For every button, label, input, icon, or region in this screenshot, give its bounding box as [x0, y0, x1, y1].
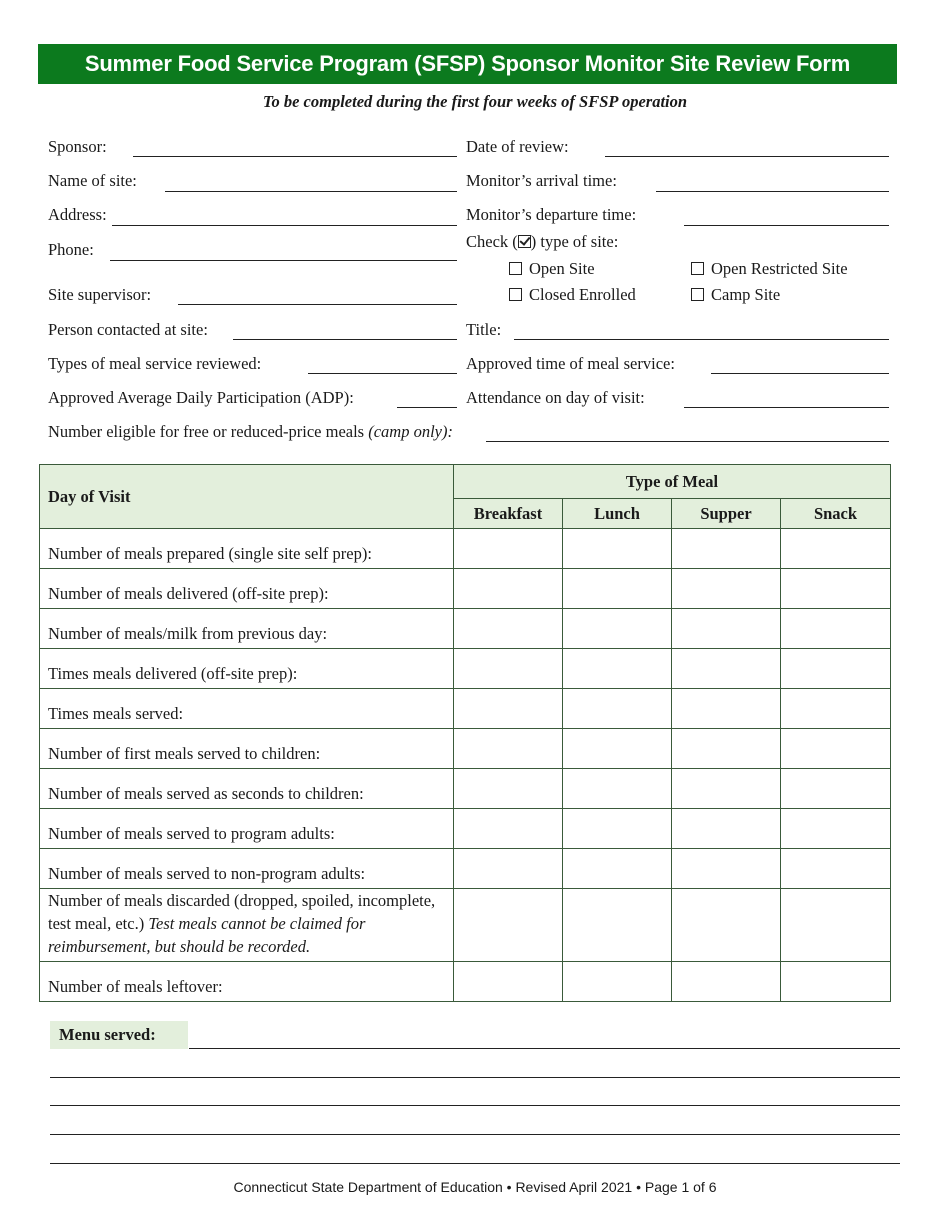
lunch-cell[interactable]: [563, 689, 672, 729]
departure-time-field[interactable]: [684, 225, 889, 226]
site-name-label: Name of site:: [48, 171, 137, 190]
snack-cell[interactable]: [781, 569, 891, 609]
lunch-cell[interactable]: [563, 962, 672, 1002]
supper-cell[interactable]: [672, 689, 781, 729]
phone-field[interactable]: [110, 260, 457, 261]
snack-cell[interactable]: [781, 689, 891, 729]
snack-cell[interactable]: [781, 649, 891, 689]
site-supervisor-label: Site supervisor:: [48, 285, 152, 304]
approved-adp-field[interactable]: [397, 407, 457, 408]
breakfast-cell[interactable]: [454, 529, 563, 569]
checkbox-checked-icon: [518, 235, 531, 248]
open-restricted-site-option[interactable]: Open Restricted Site: [691, 259, 848, 279]
row-label: Number of meals delivered (off-site prep):: [40, 569, 454, 609]
number-eligible-field[interactable]: [486, 441, 889, 442]
person-contacted-label: Person contacted at site:: [48, 320, 208, 339]
breakfast-cell[interactable]: [454, 609, 563, 649]
table-row: [40, 809, 891, 849]
breakfast-cell[interactable]: [454, 809, 563, 849]
checkbox-icon[interactable]: [509, 288, 522, 301]
snack-cell[interactable]: [781, 962, 891, 1002]
table-row: [40, 649, 891, 689]
form-subtitle: To be completed during the first four weeks of SFSP operation: [262, 92, 688, 111]
table-row: [40, 889, 891, 962]
sponsor-field[interactable]: [133, 156, 457, 157]
arrival-time-label: Monitor’s arrival time:: [466, 171, 617, 190]
row-label: Number of meals leftover:: [40, 962, 454, 1002]
supper-cell[interactable]: [672, 769, 781, 809]
table-row: [40, 529, 891, 569]
supper-cell[interactable]: [672, 569, 781, 609]
lunch-cell[interactable]: [563, 529, 672, 569]
approved-time-label: Approved time of meal service:: [466, 354, 675, 373]
breakfast-cell[interactable]: [454, 689, 563, 729]
breakfast-cell[interactable]: [454, 889, 563, 962]
menu-line-1[interactable]: [189, 1048, 900, 1049]
address-field[interactable]: [112, 225, 457, 226]
snack-cell[interactable]: [781, 849, 891, 889]
snack-cell[interactable]: [781, 769, 891, 809]
row-label: Number of meals served to program adults:: [40, 809, 454, 849]
sponsor-label: Sponsor:: [48, 137, 107, 156]
breakfast-cell[interactable]: [454, 649, 563, 689]
row-label: Number of meals served as seconds to children:: [40, 769, 454, 809]
supper-cell[interactable]: [672, 809, 781, 849]
checkbox-icon[interactable]: [509, 262, 522, 275]
form-title: Summer Food Service Program (SFSP) Sponsor Monitor Site Review Form: [38, 44, 897, 84]
attendance-field[interactable]: [684, 407, 889, 408]
supper-cell[interactable]: [672, 889, 781, 962]
row-label: Number of first meals served to children:: [40, 729, 454, 769]
checkbox-icon[interactable]: [691, 288, 704, 301]
table-row: [40, 769, 891, 809]
lunch-cell[interactable]: [563, 649, 672, 689]
supper-cell[interactable]: [672, 649, 781, 689]
approved-time-field[interactable]: [711, 373, 889, 374]
site-name-field[interactable]: [165, 191, 457, 192]
meal-count-table: [39, 464, 891, 1002]
breakfast-cell[interactable]: [454, 569, 563, 609]
table-row: [40, 569, 891, 609]
table-row: [40, 729, 891, 769]
row-label: Number of meals served to non-program adults:: [40, 849, 454, 889]
types-meal-reviewed-label: Types of meal service reviewed:: [48, 354, 262, 373]
table-row: [40, 962, 891, 1002]
lunch-cell[interactable]: [563, 889, 672, 962]
supper-cell[interactable]: [672, 962, 781, 1002]
phone-label: Phone:: [48, 240, 94, 259]
breakfast-cell[interactable]: [454, 769, 563, 809]
table-row: [40, 609, 891, 649]
row-label: Number of meals prepared (single site self prep):: [40, 529, 454, 569]
page-footer: Connecticut State Department of Education • Revised April 2021 • Page 1 of 6: [233, 1179, 717, 1195]
address-label: Address:: [48, 205, 107, 224]
breakfast-cell[interactable]: [454, 849, 563, 889]
breakfast-header: Breakfast: [454, 499, 563, 529]
row-label: Number of meals/milk from previous day:: [40, 609, 454, 649]
check-type-label: Check ( ) type of site:: [466, 232, 619, 251]
arrival-time-field[interactable]: [656, 191, 889, 192]
lunch-cell[interactable]: [563, 729, 672, 769]
breakfast-cell[interactable]: [454, 729, 563, 769]
date-of-review-label: Date of review:: [466, 137, 569, 156]
snack-cell[interactable]: [781, 529, 891, 569]
day-of-visit-header: Day of Visit: [40, 465, 454, 529]
supper-header: Supper: [672, 499, 781, 529]
title-field[interactable]: [514, 339, 889, 340]
camp-site-option[interactable]: Camp Site: [691, 285, 780, 305]
site-supervisor-field[interactable]: [178, 304, 457, 305]
open-site-option[interactable]: Open Site: [509, 259, 595, 279]
title-label: Title:: [466, 320, 502, 339]
breakfast-cell[interactable]: [454, 962, 563, 1002]
supper-cell[interactable]: [672, 849, 781, 889]
person-contacted-field[interactable]: [233, 339, 457, 340]
lunch-cell[interactable]: [563, 609, 672, 649]
row-label-discarded: Number of meals discarded (dropped, spoiled, incomplete, test meal, etc.) Test meals cannot be claimed for reimbursement, but should be recorded.: [40, 889, 454, 962]
menu-line-3[interactable]: [50, 1105, 900, 1106]
types-meal-reviewed-field[interactable]: [308, 373, 457, 374]
table-row: [40, 849, 891, 889]
lunch-header: Lunch: [563, 499, 672, 529]
number-eligible-label: Number eligible for free or reduced-price meals (camp only):: [48, 422, 453, 441]
lunch-cell[interactable]: [563, 569, 672, 609]
snack-cell[interactable]: [781, 729, 891, 769]
snack-cell[interactable]: [781, 889, 891, 962]
menu-line-5[interactable]: [50, 1163, 900, 1164]
supper-cell[interactable]: [672, 729, 781, 769]
lunch-cell[interactable]: [563, 849, 672, 889]
date-of-review-field[interactable]: [605, 156, 889, 157]
type-of-meal-header: Type of Meal: [454, 465, 891, 499]
departure-time-label: Monitor’s departure time:: [466, 205, 637, 224]
menu-line-4[interactable]: [50, 1134, 900, 1135]
lunch-cell[interactable]: [563, 769, 672, 809]
snack-header: Snack: [781, 499, 891, 529]
supper-cell[interactable]: [672, 529, 781, 569]
approved-adp-label: Approved Average Daily Participation (ADP):: [48, 388, 354, 407]
menu-served-label: Menu served:: [50, 1021, 188, 1049]
lunch-cell[interactable]: [563, 809, 672, 849]
row-label: Times meals delivered (off-site prep):: [40, 649, 454, 689]
table-row: [40, 689, 891, 729]
snack-cell[interactable]: [781, 809, 891, 849]
attendance-label: Attendance on day of visit:: [466, 388, 645, 407]
row-label: Times meals served:: [40, 689, 454, 729]
supper-cell[interactable]: [672, 609, 781, 649]
menu-line-2[interactable]: [50, 1077, 900, 1078]
closed-enrolled-option[interactable]: Closed Enrolled: [509, 285, 636, 305]
checkbox-icon[interactable]: [691, 262, 704, 275]
snack-cell[interactable]: [781, 609, 891, 649]
